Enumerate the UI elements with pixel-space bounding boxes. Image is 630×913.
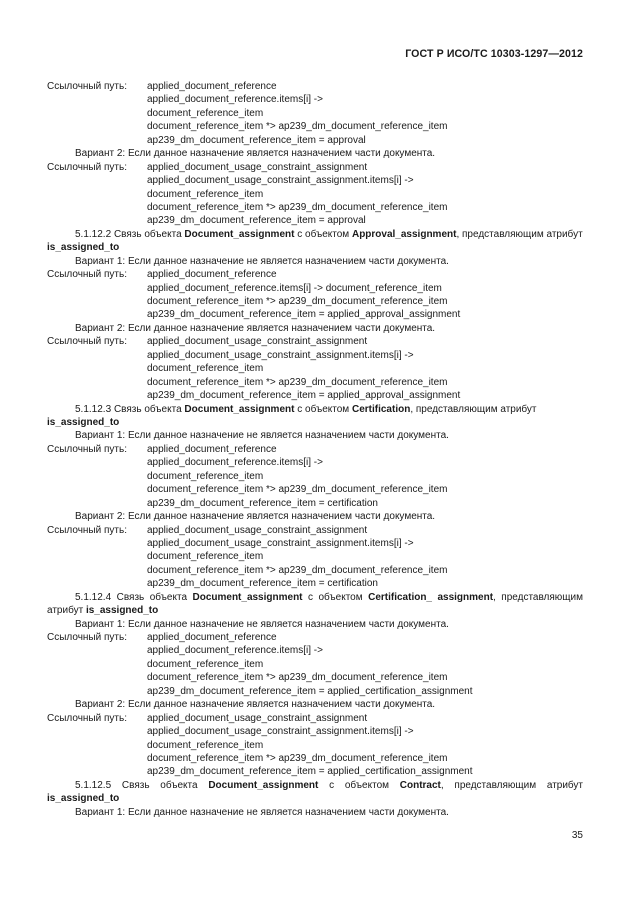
section-number: 5.1.12.3 [75, 403, 112, 415]
heading-text: с объектом [329, 779, 390, 791]
reference-path-text: applied_document_usage_constraint_assignment [147, 524, 368, 536]
heading-text: с объектом [297, 403, 350, 415]
reference-path-text: ap239_dm_document_reference_item = applied_certification_assignment [147, 766, 473, 778]
reference-path-line [47, 335, 583, 348]
reference-path-label: Ссылочный путь: [47, 161, 127, 173]
reference-path-text: document_reference_item *> ap239_dm_document_reference_item [147, 296, 448, 308]
object-name: Document_assignment [192, 591, 303, 603]
reference-path-line [47, 725, 583, 738]
reference-path-line [47, 739, 583, 752]
heading-text: Связь объекта [121, 779, 198, 791]
variant-line: Вариант 2: Если данное назначение является назначением части документа. [75, 511, 436, 523]
section-heading [47, 228, 583, 255]
reference-path-text: applied_document_reference.items[i] -> document_reference_item [147, 282, 442, 294]
reference-path-text: applied_document_usage_constraint_assignment [147, 161, 368, 173]
heading-text: с объектом [307, 591, 363, 603]
reference-path-text: document_reference_item [147, 470, 264, 482]
reference-path-text: applied_document_reference [147, 443, 277, 455]
reference-path-block [47, 161, 583, 228]
reference-path-line [47, 268, 583, 281]
reference-path-text: ap239_dm_document_reference_item = certification [147, 578, 378, 590]
reference-path-text: document_reference_item *> ap239_dm_document_reference_item [147, 672, 448, 684]
reference-path-line [47, 470, 583, 483]
reference-path-line [47, 214, 583, 227]
heading-text: , представляющим атрибут [456, 228, 583, 240]
reference-path-label: Ссылочный путь: [47, 81, 127, 92]
document-body [47, 80, 583, 819]
reference-path-text: document_reference_item *> ap239_dm_document_reference_item [147, 564, 448, 576]
reference-path-text: applied_document_reference [147, 269, 277, 281]
reference-path-line [47, 308, 583, 321]
reference-path-block [47, 80, 583, 147]
document-header: ГОСТ Р ИСО/ТС 10303-1297—2012 [405, 48, 583, 60]
heading-text: Связь объекта [113, 403, 182, 415]
reference-path-line [47, 765, 583, 778]
heading-text: с объектом [297, 228, 350, 240]
heading-text: Связь объекта [116, 591, 188, 603]
reference-path-line [47, 376, 583, 389]
reference-path-line [47, 93, 583, 106]
reference-path-line [47, 631, 583, 644]
reference-path-block [47, 268, 583, 322]
section-heading [47, 779, 583, 806]
reference-path-line [47, 524, 583, 537]
reference-path-line [47, 658, 583, 671]
reference-path-text: applied_document_usage_constraint_assignment.items[i] -> [147, 175, 414, 187]
reference-path-text: applied_document_usage_constraint_assignment.items[i] -> [147, 537, 414, 549]
reference-path-block [47, 524, 583, 591]
section-heading [47, 403, 583, 430]
reference-path-text: applied_document_reference.items[i] -> [147, 457, 323, 469]
reference-path-text: applied_document_reference.items[i] -> [147, 94, 323, 106]
reference-path-line [47, 134, 583, 147]
variant-line: Вариант 1: Если данное назначение не является назначением части документа. [75, 430, 449, 442]
reference-path-text: document_reference_item *> ap239_dm_document_reference_item [147, 201, 448, 213]
variant-line: Вариант 1: Если данное назначение не является назначением части документа. [75, 255, 449, 267]
reference-path-text: applied_document_usage_constraint_assignment.items[i] -> [147, 349, 414, 361]
reference-path-line [47, 712, 583, 725]
attribute-name: is_assigned_to [47, 793, 120, 805]
section-number: 5.1.12.2 [75, 228, 112, 240]
reference-path-text: applied_document_reference.items[i] -> [147, 645, 323, 657]
section-heading [47, 591, 583, 618]
reference-path-line [47, 349, 583, 362]
reference-path-line [47, 537, 583, 550]
reference-path-text: ap239_dm_document_reference_item = applied_approval_assignment [147, 390, 461, 402]
reference-path-line [47, 644, 583, 657]
reference-path-label: Ссылочный путь: [47, 712, 127, 724]
heading-text: , представляющим атрибут [440, 779, 584, 791]
reference-path-label: Ссылочный путь: [47, 632, 127, 644]
reference-path-line [47, 282, 583, 295]
page-number: 35 [571, 830, 583, 841]
reference-path-text: document_reference_item [147, 363, 264, 375]
reference-path-text: document_reference_item [147, 107, 264, 119]
reference-path-text: applied_document_reference [147, 81, 277, 92]
reference-path-text: applied_document_usage_constraint_assignment [147, 712, 368, 724]
reference-path-line [47, 483, 583, 496]
variant-line: Вариант 2: Если данное назначение является назначением части документа. [75, 148, 436, 160]
reference-path-text: applied_document_usage_constraint_assignment [147, 336, 368, 348]
object-name: Approval_assignment [351, 228, 457, 240]
variant-line: Вариант 1: Если данное назначение не является назначением части документа. [75, 806, 449, 818]
reference-path-label: Ссылочный путь: [47, 443, 127, 455]
object-name: Certification_ assignment [368, 591, 494, 603]
reference-path-line [47, 577, 583, 590]
reference-path-text: document_reference_item [147, 188, 264, 200]
object-name: Document_assignment [208, 779, 319, 791]
reference-path-block [47, 712, 583, 779]
section-number: 5.1.12.5 [75, 779, 112, 791]
reference-path-line [47, 107, 583, 120]
reference-path-line [47, 752, 583, 765]
reference-path-text: ap239_dm_document_reference_item = applied_certification_assignment [147, 685, 473, 697]
object-name: Contract [399, 779, 441, 791]
object-name: Certification [351, 403, 411, 415]
reference-path-text: document_reference_item [147, 658, 264, 670]
object-name: Document_assignment [184, 228, 295, 240]
reference-path-label: Ссылочный путь: [47, 524, 127, 536]
reference-path-line [47, 80, 583, 93]
reference-path-line [47, 120, 583, 133]
reference-path-text: document_reference_item [147, 551, 264, 563]
reference-path-label: Ссылочный путь: [47, 336, 127, 348]
reference-path-text: document_reference_item *> ap239_dm_document_reference_item [147, 121, 448, 133]
reference-path-block [47, 335, 583, 402]
object-name: Document_assignment [184, 403, 295, 415]
attribute-name: is_assigned_to [47, 242, 120, 254]
reference-path-line [47, 443, 583, 456]
variant-line: Вариант 1: Если данное назначение не является назначением части документа. [75, 618, 449, 630]
reference-path-line [47, 174, 583, 187]
reference-path-block [47, 443, 583, 510]
reference-path-line [47, 564, 583, 577]
reference-path-line [47, 389, 583, 402]
reference-path-line [47, 161, 583, 174]
variant-line: Вариант 2: Если данное назначение является назначением части документа. [75, 322, 436, 334]
reference-path-text: ap239_dm_document_reference_item = approval [147, 134, 366, 146]
reference-path-text: ap239_dm_document_reference_item = approval [147, 215, 366, 227]
reference-path-text: applied_document_usage_constraint_assignment.items[i] -> [147, 726, 414, 738]
reference-path-text: ap239_dm_document_reference_item = certification [147, 497, 378, 509]
reference-path-text: document_reference_item [147, 739, 264, 751]
reference-path-text: document_reference_item *> ap239_dm_document_reference_item [147, 484, 448, 496]
reference-path-line [47, 188, 583, 201]
reference-path-line [47, 295, 583, 308]
heading-text: , представляющим атрибут [47, 591, 583, 617]
reference-path-line [47, 201, 583, 214]
reference-path-block [47, 631, 583, 698]
attribute-name: is_assigned_to [47, 416, 120, 428]
reference-path-line [47, 671, 583, 684]
reference-path-line [47, 456, 583, 469]
heading-text: , представляющим атрибут [410, 403, 537, 415]
section-number: 5.1.12.4 [75, 591, 112, 603]
reference-path-text: document_reference_item *> ap239_dm_document_reference_item [147, 376, 448, 388]
reference-path-line [47, 550, 583, 563]
attribute-name: is_assigned_to [85, 605, 159, 617]
reference-path-line [47, 685, 583, 698]
reference-path-label: Ссылочный путь: [47, 269, 127, 281]
variant-line: Вариант 2: Если данное назначение является назначением части документа. [75, 699, 436, 711]
heading-text: Связь объекта [113, 228, 182, 240]
reference-path-text: document_reference_item *> ap239_dm_document_reference_item [147, 752, 448, 764]
reference-path-text: applied_document_reference [147, 632, 277, 644]
reference-path-line [47, 497, 583, 510]
reference-path-text: ap239_dm_document_reference_item = applied_approval_assignment [147, 309, 461, 321]
reference-path-line [47, 362, 583, 375]
